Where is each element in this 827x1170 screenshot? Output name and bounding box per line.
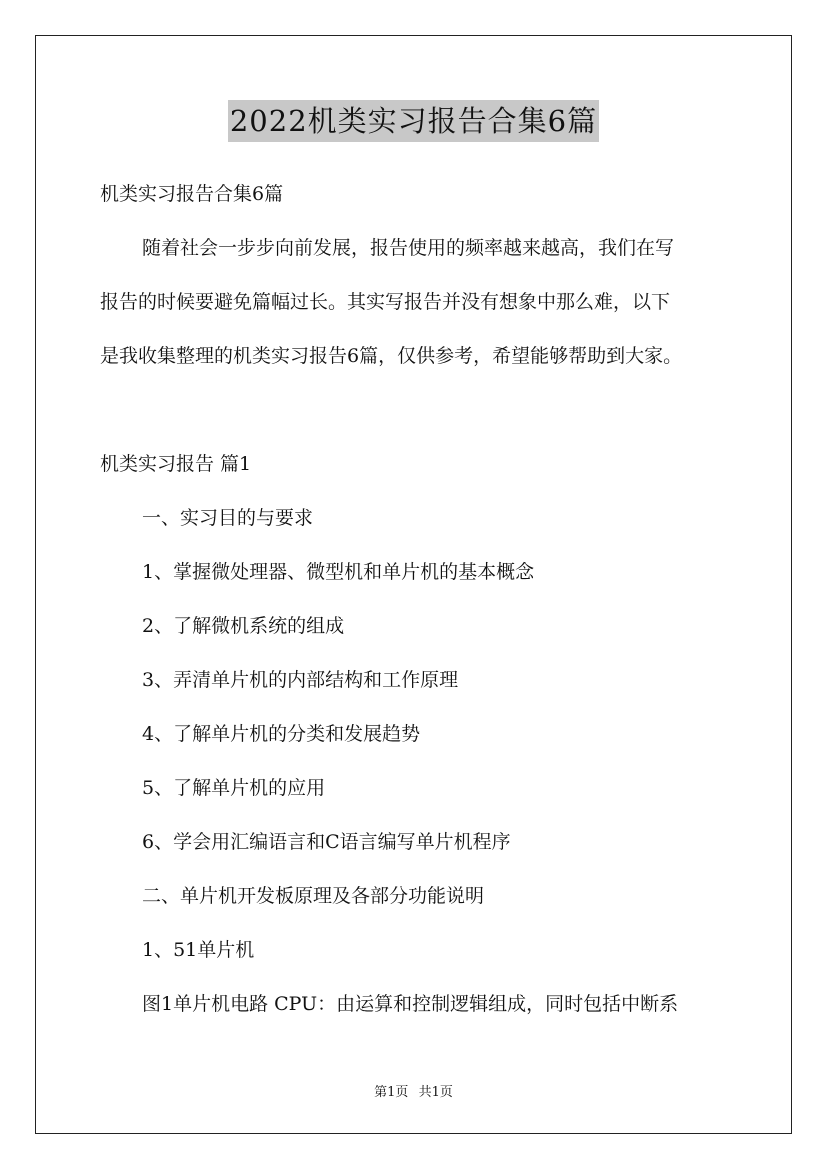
body-line-1: 一、实习目的与要求 xyxy=(142,507,314,529)
page-number-total: 共1页 xyxy=(418,1085,453,1100)
document-subtitle: 机类实习报告合集6篇 xyxy=(100,183,284,205)
body-line-5: 4、了解单片机的分类和发展趋势 xyxy=(142,723,421,745)
page-footer xyxy=(0,1084,827,1102)
intro-line-1: 随着社会一步步向前发展，报告使用的频率越来越高，我们在写 xyxy=(142,237,675,259)
body-line-2: 1、掌握微处理器、微型机和单片机的基本概念 xyxy=(142,561,535,583)
body-line-9: 1、51单片机 xyxy=(142,939,255,961)
body-line-8: 二、单片机开发板原理及各部分功能说明 xyxy=(142,885,485,907)
body-line-7: 6、学会用汇编语言和C语言编写单片机程序 xyxy=(142,831,511,853)
intro-line-3: 是我收集整理的机类实习报告6篇，仅供参考，希望能够帮助到大家。 xyxy=(100,345,683,367)
title-container xyxy=(0,100,827,142)
body-line-3: 2、了解微机系统的组成 xyxy=(142,615,345,637)
body-line-4: 3、弄清单片机的内部结构和工作原理 xyxy=(142,669,459,691)
body-line-6: 5、了解单片机的应用 xyxy=(142,777,326,799)
page-number-current: 第1页 xyxy=(374,1085,409,1100)
body-line-10: 图1单片机电路 CPU：由运算和控制逻辑组成，同时包括中断系 xyxy=(142,993,679,1015)
intro-line-2: 报告的时候要避免篇幅过长。其实写报告并没有想象中那么难，以下 xyxy=(100,291,671,313)
section-heading: 机类实习报告 篇1 xyxy=(100,453,252,475)
document-title: 2022机类实习报告合集6篇 xyxy=(228,100,599,142)
